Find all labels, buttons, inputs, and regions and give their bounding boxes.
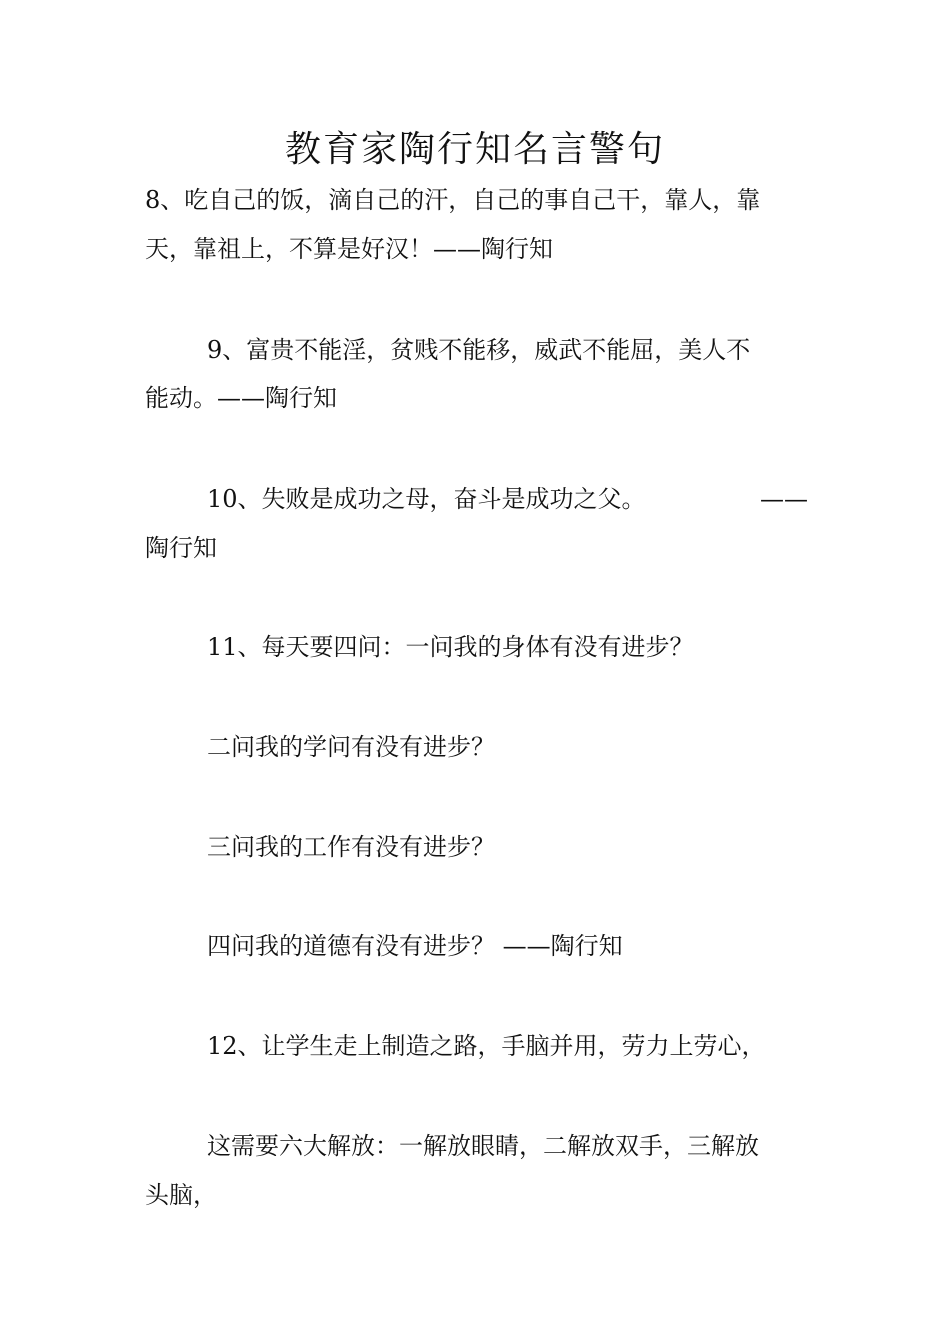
page-title: 教育家陶行知名言警句 [284,129,665,170]
quote-9-line-1: 9、富贵不能淫，贫贱不能移，威武不能屈，美人不 [207,336,751,364]
quote-12-line-3: 头脑， [145,1181,217,1209]
quote-10-dash: —— [760,485,808,513]
quote-11-line-2: 二问我的学问有没有进步？ [207,733,495,761]
quote-10-text: 10、失败是成功之母，奋斗是成功之父。 [207,485,646,513]
quote-11-line-3: 三问我的工作有没有进步？ [207,833,495,861]
quote-8-line-1: 8、吃自己的饭，滴自己的汗，自己的事自己干，靠人，靠 [145,186,761,214]
quote-11-line-4: 四问我的道德有没有进步？ ——陶行知 [207,932,623,960]
quote-9-line-2: 能动。——陶行知 [145,384,337,412]
quote-10-line-1 [145,482,810,516]
quote-12-line-1: 12、让学生走上制造之路，手脑并用，劳力上劳心， [207,1032,766,1060]
quote-12-line-2: 这需要六大解放：一解放眼睛，二解放双手，三解放 [207,1132,759,1160]
quote-8-line-2: 天，靠祖上，不算是好汉！——陶行知 [145,235,553,263]
quote-10-line-2: 陶行知 [145,534,217,562]
quote-11-line-1: 11、每天要四问：一问我的身体有没有进步？ [207,633,694,661]
